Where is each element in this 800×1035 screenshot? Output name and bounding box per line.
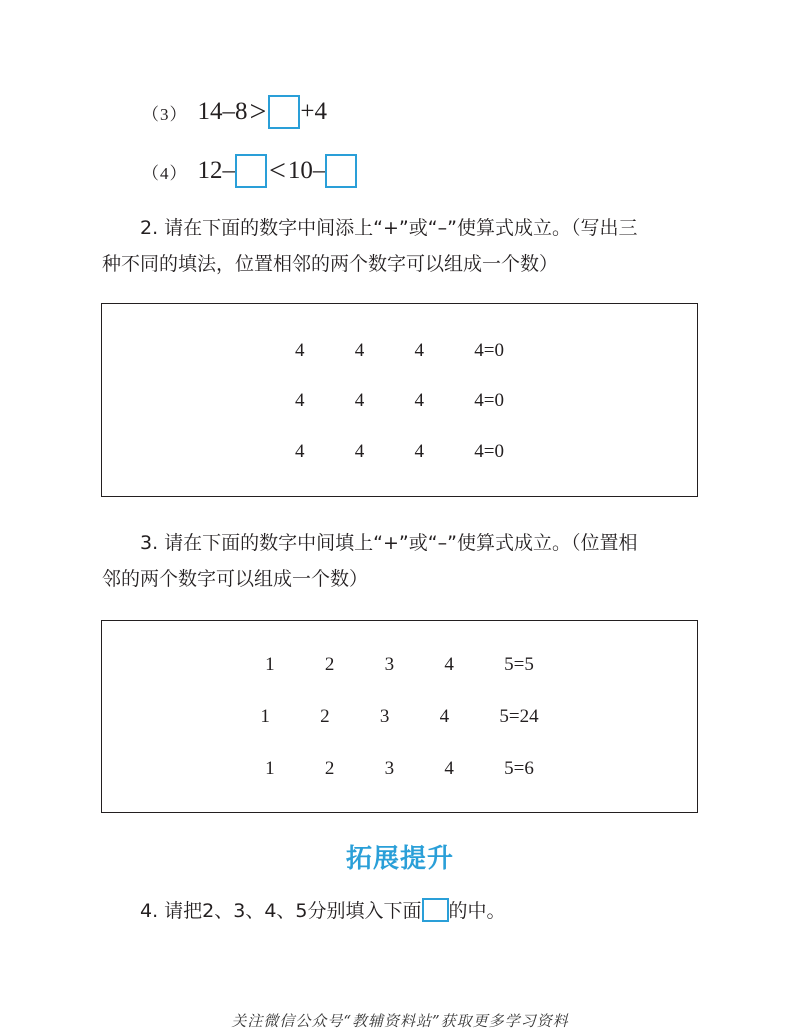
expression-right: +4 (300, 98, 328, 125)
question-3-box (101, 620, 698, 813)
inequality-3 (142, 94, 327, 130)
equation: 1 2 3 4 5=5 (265, 654, 534, 675)
inequality-4 (142, 153, 357, 189)
less-than-sign: < (269, 154, 286, 187)
question-2-text (102, 210, 702, 282)
footer-watermark: 关注微信公众号“教辅资料站”获取更多学习资料 (231, 1012, 569, 1030)
equation: 1 2 3 4 5=6 (265, 758, 534, 779)
greater-than-sign: > (249, 95, 267, 128)
question-3-line-2: 邻的两个数字可以组成一个数） (102, 568, 369, 590)
question-3-text (102, 525, 702, 597)
expression-left: 14–8 (197, 98, 248, 125)
equation: 4 4 4 4=0 (295, 390, 504, 411)
question-4 (140, 896, 506, 923)
answer-box[interactable] (268, 95, 300, 129)
expression-mid: 10– (287, 157, 326, 184)
question-number: （4） (142, 163, 188, 183)
section-title: 拓展提升 (345, 844, 454, 874)
question-number: （3） (142, 104, 188, 124)
expression-left: 12– (197, 157, 235, 184)
question-2-line-2: 种不同的填法，位置相邻的两个数字可以组成一个数） (102, 253, 559, 275)
question-2-line-1: 2. 请在下面的数字中间添上“+”或“–”使算式成立。（写出三 (140, 217, 638, 239)
equation: 4 4 4 4=0 (295, 441, 504, 462)
question-3-line-1: 3. 请在下面的数字中间填上“+”或“–”使算式成立。（位置相 (140, 532, 638, 554)
question-2-box (101, 303, 698, 497)
question-4-text-before: 4. 请把2、3、4、5分别填入下面 (140, 900, 422, 922)
question-4-text-after: 的中。 (448, 900, 506, 922)
equation: 1 2 3 4 5=24 (260, 706, 539, 727)
answer-box-sample (422, 898, 449, 922)
answer-box[interactable] (325, 154, 357, 188)
equation: 4 4 4 4=0 (295, 340, 504, 361)
answer-box[interactable] (235, 154, 267, 188)
